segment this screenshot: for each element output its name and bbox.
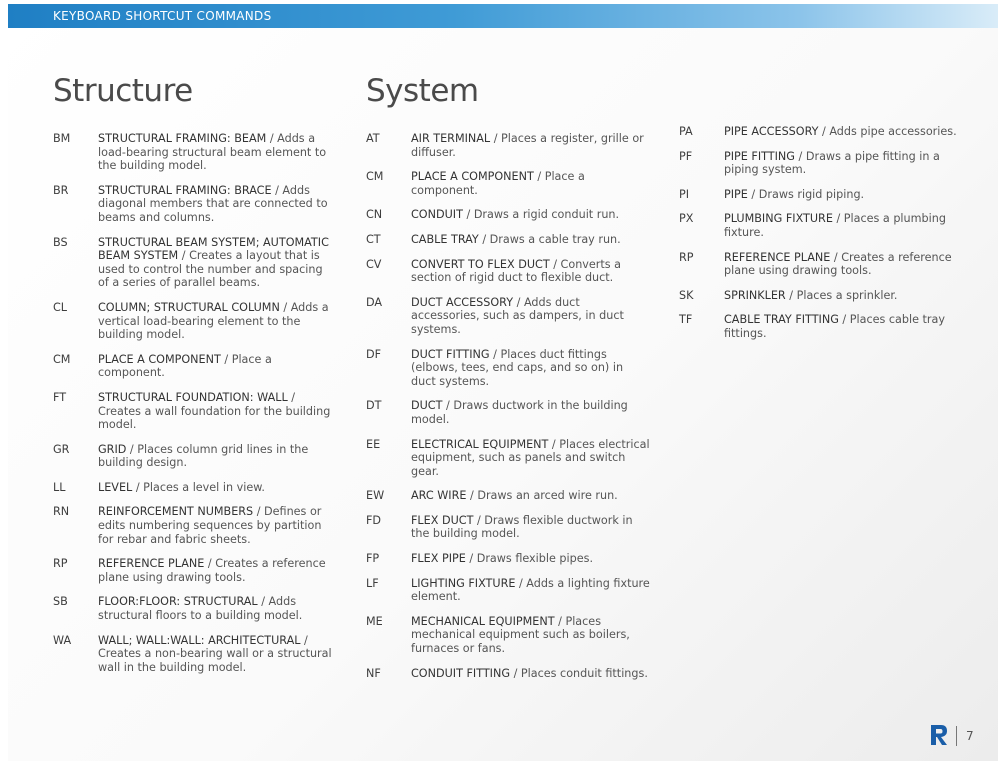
command-name: REFERENCE PLANE — [724, 250, 831, 264]
shortcut-code: PI — [679, 187, 690, 201]
shortcut-description-block — [98, 301, 333, 342]
shortcut-description-block — [98, 557, 333, 584]
document-page — [8, 4, 998, 761]
shortcut-description-block — [411, 132, 651, 159]
shortcut-entry — [53, 301, 333, 342]
command-name: STRUCTURAL FRAMING: BEAM — [98, 132, 267, 145]
shortcut-description-block — [98, 595, 333, 622]
shortcut-code: RP — [53, 557, 68, 571]
command-description: / Places duct fittings (elbows, tees, end caps, and so on) in duct systems. — [411, 347, 624, 388]
shortcut-entry — [53, 236, 333, 290]
structure-section-title: Structure — [53, 73, 193, 109]
shortcut-entry — [366, 258, 651, 285]
command-name: DUCT — [411, 399, 443, 413]
shortcut-description-block — [98, 481, 333, 495]
shortcut-code: AT — [366, 132, 380, 145]
command-description: / Creates a wall foundation for the building model. — [98, 390, 331, 432]
command-name: FLEX DUCT — [411, 513, 474, 527]
shortcut-description-block — [411, 552, 651, 566]
system-section-title: System — [366, 73, 479, 109]
shortcut-entry — [366, 438, 651, 479]
shortcut-description-block — [724, 125, 969, 139]
shortcut-entry — [53, 481, 333, 495]
system-continued-entries — [679, 125, 969, 341]
shortcut-code: CM — [53, 352, 71, 366]
command-description: / Draws a cable tray run. — [478, 232, 621, 246]
command-name: FLEX PIPE — [411, 552, 466, 566]
shortcut-entry — [53, 595, 333, 622]
command-description: / Draws ductwork in the building model. — [411, 399, 628, 426]
shortcut-code: SB — [53, 595, 68, 609]
command-name: CONVERT TO FLEX DUCT — [411, 257, 550, 271]
shortcut-description-block — [411, 615, 651, 656]
command-name: PIPE ACCESSORY — [724, 125, 819, 138]
command-description: / Places cable tray fittings. — [724, 313, 946, 340]
shortcut-description-block — [98, 353, 333, 380]
shortcut-entry — [366, 170, 651, 197]
command-description: / Draws an arced wire run. — [466, 489, 618, 503]
shortcut-description-block — [98, 634, 333, 675]
shortcut-description-block — [98, 132, 333, 173]
shortcut-entry — [679, 188, 969, 202]
shortcut-code: ME — [366, 614, 383, 628]
command-description: / Draws flexible ductwork in the building model. — [411, 513, 633, 541]
shortcut-entry — [53, 634, 333, 675]
command-name: CONDUIT — [411, 208, 463, 222]
system-column — [366, 71, 651, 691]
shortcut-entry — [679, 150, 969, 177]
command-name: LEVEL — [98, 480, 133, 494]
command-name: PLACE A COMPONENT — [411, 170, 534, 184]
revit-logo-icon — [929, 723, 949, 747]
command-name: CABLE TRAY FITTING — [724, 313, 839, 327]
shortcut-code: WA — [53, 633, 72, 647]
shortcut-entry — [366, 615, 651, 656]
shortcut-entry — [679, 289, 969, 303]
command-description: / Place a component. — [98, 352, 272, 380]
shortcut-description-block — [724, 212, 969, 239]
command-name: REINFORCEMENT NUMBERS — [98, 505, 254, 519]
command-description: / Places a sprinkler. — [785, 288, 898, 302]
command-description: / Creates a non-bearing wall or a structural wall in the building model. — [98, 633, 332, 674]
shortcut-entry — [53, 184, 333, 225]
shortcut-code: GR — [53, 442, 70, 456]
shortcut-entry — [679, 125, 969, 139]
shortcut-code: FD — [366, 513, 382, 527]
shortcut-description-block — [98, 505, 333, 546]
shortcut-entry — [53, 391, 333, 432]
system-entries — [366, 132, 651, 680]
command-description: / Creates a layout that is used to control the number and spacing of a series of parallel beams. — [98, 249, 323, 290]
shortcut-entry — [366, 577, 651, 604]
shortcut-description-block — [724, 251, 969, 278]
shortcut-description-block — [724, 188, 969, 202]
command-name: ARC WIRE — [411, 489, 467, 503]
header-band — [8, 4, 998, 28]
command-description: / Creates a reference plane using drawing tools. — [98, 557, 326, 584]
shortcut-code: PX — [679, 212, 694, 226]
shortcut-code: NF — [366, 666, 381, 680]
command-name: SPRINKLER — [724, 288, 786, 302]
shortcut-description-block — [411, 667, 651, 681]
command-name: DUCT FITTING — [411, 347, 490, 361]
command-description: / Adds structural floors to a building model. — [98, 595, 303, 623]
command-name: COLUMN; STRUCTURAL COLUMN — [98, 300, 280, 314]
command-description: / Places a register, grille or diffuser. — [411, 132, 644, 159]
shortcut-entry — [366, 208, 651, 222]
shortcut-description-block — [411, 208, 651, 222]
shortcut-code: DA — [366, 295, 383, 309]
shortcut-code: EW — [366, 489, 385, 503]
shortcut-entry — [366, 348, 651, 389]
shortcut-entry — [679, 313, 969, 340]
shortcut-entry — [366, 132, 651, 159]
shortcut-entry — [53, 557, 333, 584]
command-name: GRID — [98, 442, 127, 456]
shortcut-code: CL — [53, 300, 68, 314]
shortcut-code: CN — [366, 208, 383, 222]
shortcut-description-block — [98, 443, 333, 470]
shortcut-code: BS — [53, 235, 68, 249]
system-continued-column — [679, 125, 969, 352]
shortcut-code: EE — [366, 437, 381, 451]
shortcut-code: PF — [679, 149, 693, 163]
command-description: / Defines or edits numbering sequences by partition for rebar and fabric sheets. — [98, 505, 322, 546]
shortcut-code: FT — [53, 390, 67, 404]
command-name: STRUCTURAL FOUNDATION: WALL — [98, 390, 288, 404]
command-name: STRUCTURAL BEAM SYSTEM; AUTOMATIC BEAM SYSTEM — [98, 235, 329, 263]
shortcut-description-block — [98, 184, 333, 225]
shortcut-code: DF — [366, 347, 382, 361]
shortcut-description-block — [411, 170, 651, 197]
command-description: / Adds a vertical load-bearing element to the building model. — [98, 300, 329, 342]
shortcut-description-block — [411, 233, 651, 247]
command-description: / Places conduit fittings. — [510, 666, 648, 680]
shortcut-entry — [366, 489, 651, 503]
command-description: / Place a component. — [411, 170, 585, 197]
shortcut-entry — [679, 212, 969, 239]
shortcut-description-block — [411, 296, 651, 337]
command-description: / Places a plumbing fixture. — [724, 212, 946, 239]
command-description: / Places electrical equipment, such as panels and switch gear. — [411, 437, 650, 478]
command-name: REFERENCE PLANE — [98, 557, 205, 571]
shortcut-description-block — [724, 150, 969, 177]
command-description: / Adds pipe accessories. — [818, 125, 957, 138]
command-name: DUCT ACCESSORY — [411, 295, 514, 309]
shortcut-entry — [53, 505, 333, 546]
shortcut-description-block — [411, 399, 651, 426]
shortcut-description-block — [411, 438, 651, 479]
command-description: / Adds duct accessories, such as dampers, in duct systems. — [411, 295, 624, 336]
shortcut-entry — [53, 443, 333, 470]
shortcut-code: PA — [679, 125, 693, 138]
shortcut-entry — [366, 296, 651, 337]
command-description: / Places column grid lines in the building design. — [98, 442, 309, 470]
header-title: KEYBOARD SHORTCUT COMMANDS — [53, 9, 272, 23]
shortcut-code: CT — [366, 232, 381, 246]
shortcut-code: SK — [679, 288, 694, 302]
command-name: PIPE — [724, 187, 748, 201]
command-description: / Adds a load-bearing structural beam element to the building model. — [98, 132, 327, 173]
shortcut-entry — [366, 514, 651, 541]
command-name: ELECTRICAL EQUIPMENT — [411, 437, 549, 451]
shortcut-description-block — [411, 258, 651, 285]
command-description: / Creates a reference plane using drawing tools. — [724, 250, 952, 278]
command-name: PLACE A COMPONENT — [98, 352, 221, 366]
command-description: / Draws flexible pipes. — [465, 552, 594, 566]
shortcut-entry — [366, 399, 651, 426]
command-description: / Places a level in view. — [132, 480, 265, 494]
shortcut-description-block — [411, 577, 651, 604]
shortcut-code: DT — [366, 399, 382, 413]
command-name: PLUMBING FIXTURE — [724, 212, 833, 226]
command-name: PIPE FITTING — [724, 149, 795, 163]
page-number: 7 — [966, 729, 974, 743]
shortcut-code: RN — [53, 505, 70, 519]
shortcut-description-block — [724, 313, 969, 340]
shortcut-code: LF — [366, 576, 379, 590]
shortcut-code: CV — [366, 257, 382, 271]
shortcut-code: FP — [366, 552, 380, 566]
structure-column — [53, 71, 333, 685]
shortcut-description-block — [411, 348, 651, 389]
command-description: / Converts a section of rigid duct to flexible duct. — [411, 257, 622, 285]
command-name: CONDUIT FITTING — [411, 666, 511, 680]
shortcut-code: CM — [366, 170, 384, 184]
command-name: WALL; WALL:WALL: ARCHITECTURAL — [98, 633, 301, 647]
shortcut-entry — [53, 353, 333, 380]
shortcut-code: TF — [679, 313, 693, 327]
shortcut-code: LL — [53, 480, 66, 494]
command-description: / Draws a rigid conduit run. — [462, 208, 620, 222]
command-description: / Draws a pipe fitting in a piping system. — [724, 149, 940, 177]
footer-divider — [956, 726, 957, 746]
shortcut-code: RP — [679, 250, 694, 264]
command-name: FLOOR:FLOOR: STRUCTURAL — [98, 595, 258, 609]
shortcut-entry — [53, 132, 333, 173]
shortcut-entry — [679, 251, 969, 278]
shortcut-description-block — [411, 489, 651, 503]
shortcut-code: BR — [53, 183, 69, 197]
command-name: CABLE TRAY — [411, 232, 479, 246]
shortcut-description-block — [98, 236, 333, 290]
command-name: STRUCTURAL FRAMING: BRACE — [98, 183, 272, 197]
shortcut-entry — [366, 552, 651, 566]
shortcut-description-block — [724, 289, 969, 303]
command-name: AIR TERMINAL — [411, 132, 491, 145]
shortcut-description-block — [411, 514, 651, 541]
command-name: LIGHTING FIXTURE — [411, 576, 516, 590]
shortcut-entry — [366, 667, 651, 681]
command-description: / Adds diagonal members that are connected to beams and columns. — [98, 183, 328, 224]
shortcut-code: BM — [53, 132, 71, 145]
command-description: / Adds a lighting fixture element. — [411, 576, 650, 604]
shortcut-entry — [366, 233, 651, 247]
command-name: MECHANICAL EQUIPMENT — [411, 614, 555, 628]
shortcut-description-block — [98, 391, 333, 432]
command-description: / Places mechanical equipment such as boilers, furnaces or fans. — [411, 614, 630, 656]
command-description: / Draws rigid piping. — [747, 187, 865, 201]
structure-entries — [53, 132, 333, 674]
